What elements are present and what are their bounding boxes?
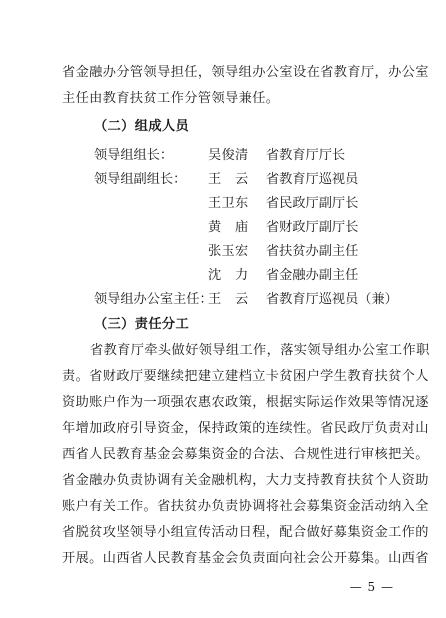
body-line-2: 责。省财政厅要继续把建立建档立卡贫困户学生教育扶贫个人 <box>62 369 429 384</box>
body-line-9: 开展。山西省人民教育基金会负责面向社会公开募集。山西省 <box>62 551 429 566</box>
member-title: 省教育厅巡视员（兼） <box>266 292 398 307</box>
member-title: 省金融办副主任 <box>266 268 359 283</box>
member-role: 领导组副组长： <box>94 172 187 187</box>
member-title: 省扶贫办副主任 <box>266 244 359 259</box>
body-line-1: 省教育厅牵头做好领导组工作，落实领导组办公室工作职 <box>90 343 430 358</box>
member-name: 王卫东 <box>208 196 249 211</box>
member-name: 黄 庙 <box>208 220 249 235</box>
body-line-7: 账户有关工作。省扶贫办负责协调将社会募集资金活动纳入全 <box>62 499 429 514</box>
member-role: 领导组办公室主任： <box>94 292 213 307</box>
member-title: 省财政厅副厅长 <box>266 220 359 235</box>
member-title: 省教育厅厅长 <box>266 148 346 163</box>
section-heading-members: （二）组成人员 <box>94 119 190 134</box>
member-name: 吴俊清 <box>208 148 249 163</box>
body-line-4: 年增加政府引导资金，保持政策的连续性。省民政厅负责对山 <box>62 421 429 436</box>
member-name: 王 云 <box>208 292 249 307</box>
body-line-6: 省金融办负责协调有关金融机构，大力支持教育扶贫个人资助 <box>62 473 429 488</box>
intro-line-1: 省金融办分管领导担任，领导组办公室设在省教育厅，办公室 <box>62 65 429 80</box>
member-name: 张玉宏 <box>208 244 249 259</box>
body-line-5: 西省人民教育基金会募集资金的合法、合规性进行审核把关。 <box>62 447 429 462</box>
member-name: 沈 力 <box>208 268 249 283</box>
body-line-3: 资助账户作为一项强农惠农政策，根据实际运作效果等情况逐 <box>62 395 429 410</box>
member-title: 省民政厅副厅长 <box>266 196 359 211</box>
section-heading-duties: （三）责任分工 <box>94 317 190 332</box>
page-number: — 5 — <box>349 580 394 594</box>
member-name: 王 云 <box>208 172 249 187</box>
member-title: 省教育厅巡视员 <box>266 172 359 187</box>
member-role: 领导组组长： <box>94 148 174 163</box>
intro-line-2: 主任由教育扶贫工作分管领导兼任。 <box>62 91 280 106</box>
body-line-8: 省脱贫攻坚领导小组宣传活动日程，配合做好募集资金工作的 <box>62 525 429 540</box>
